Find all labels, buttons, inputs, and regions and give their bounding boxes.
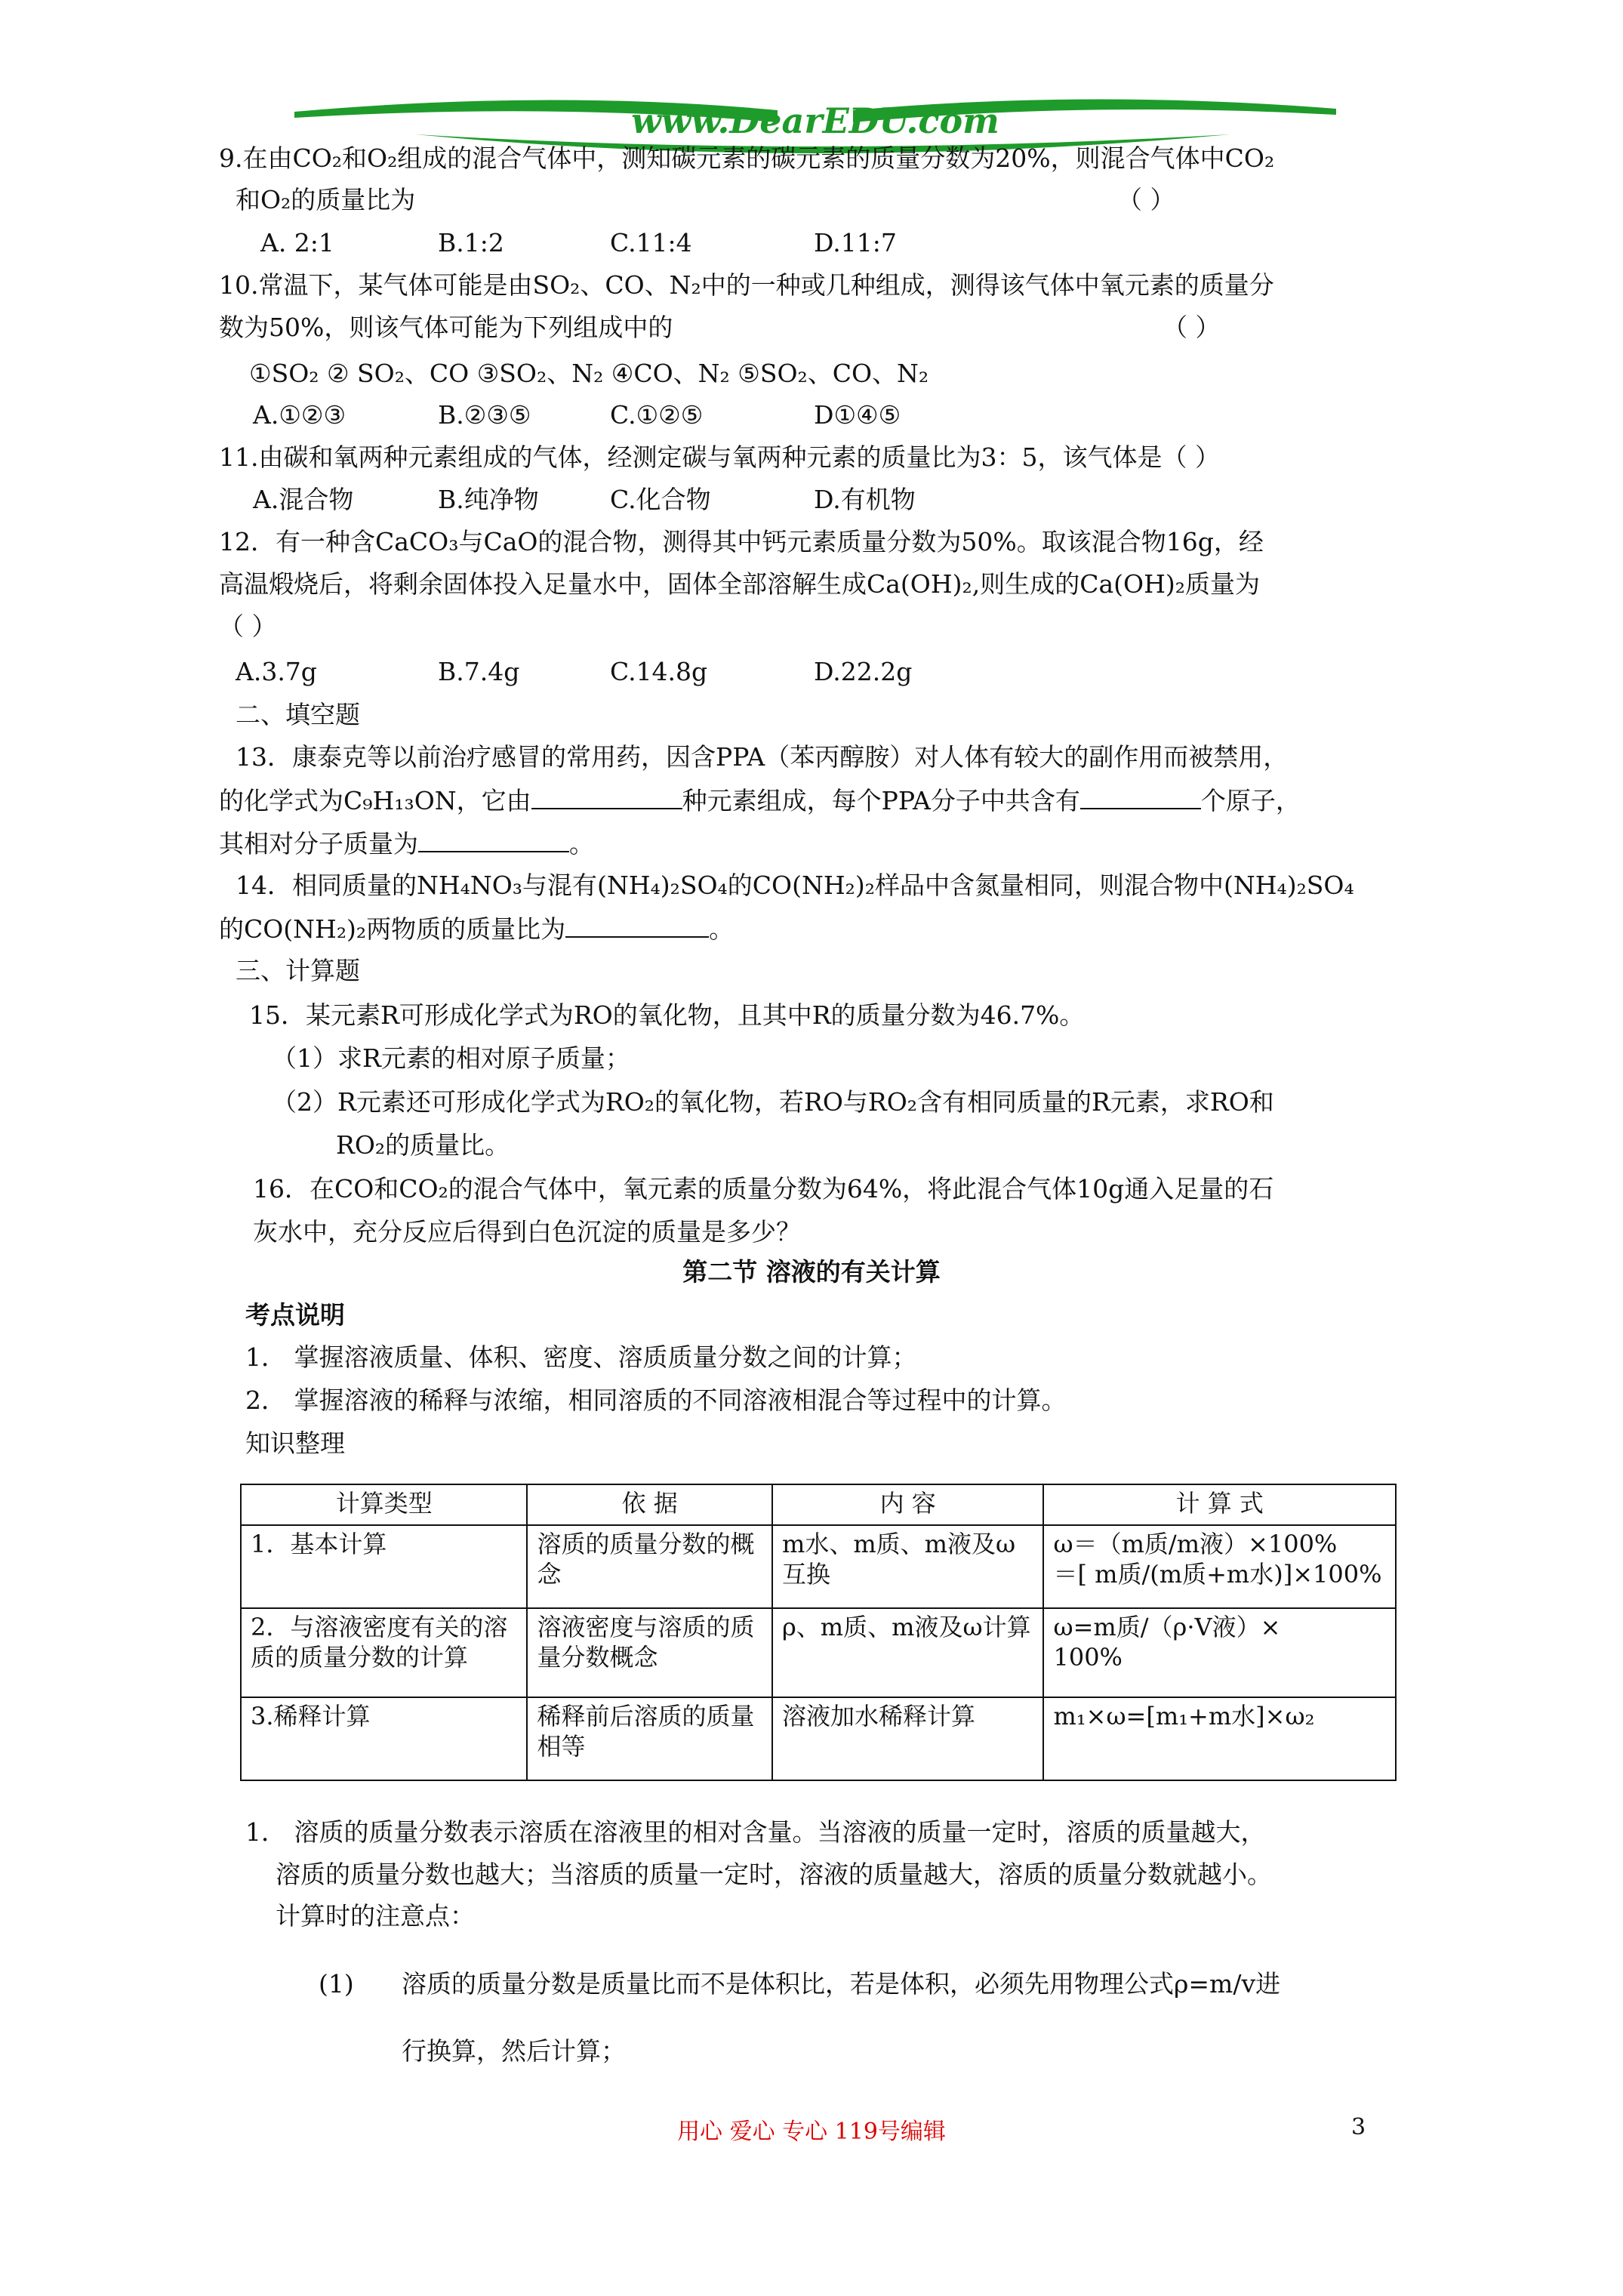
table-header-row xyxy=(241,1484,1396,1525)
q9-line1: 9.在由CO₂和O₂组成的混合气体中，测知碳元素的碳元素的质量分数为20%，则混合气体中CO₂ xyxy=(219,143,1275,173)
table-cell-content: ρ、m质、m液及ω计算 xyxy=(772,1608,1044,1697)
q10-combos: ①SO₂ ② SO₂、CO ③SO₂、N₂ ④CO、N₂ ⑤SO₂、CO、N₂ xyxy=(249,359,929,388)
note-para1: 1． 溶质的质量分数表示溶质在溶液里的相对含量。当溶液的质量一定时，溶质的质量越大， xyxy=(245,1817,1266,1847)
q10-option-a: A.①②③ xyxy=(253,400,346,430)
q9-option-a: A. 2:1 xyxy=(260,228,334,257)
zhishi-title: 知识整理 xyxy=(245,1428,345,1458)
note-para3: 计算时的注意点： xyxy=(276,1901,475,1931)
q14-line1: 14．相同质量的NH₄NO₃与混有(NH₄)₂SO₄的CO(NH₂)₂样品中含氮量相同，则混合物中(NH₄)₂SO₄ xyxy=(236,871,1354,900)
q15-sub1: （1）求R元素的相对原子质量； xyxy=(272,1043,630,1073)
table-cell-basis: 溶液密度与溶质的质量分数概念 xyxy=(527,1608,772,1697)
q14-line2-b: 。 xyxy=(709,914,735,944)
q12-option-d: D.22.2g xyxy=(814,657,913,686)
table-cell-formula-line2: 100% xyxy=(1053,1643,1123,1672)
q14-line2 xyxy=(219,914,734,945)
table-cell-content: m水、m质、m液及ω互换 xyxy=(772,1525,1044,1608)
q15-sub2: （2）R元素还可形成化学式为RO₂的氧化物，若RO与RO₂含有相同质量的R元素，求RO和 xyxy=(272,1087,1274,1117)
q13-blank-atoms[interactable] xyxy=(1080,785,1201,809)
page-number: 3 xyxy=(1351,2114,1366,2140)
chapter-title: 第二节 溶液的有关计算 xyxy=(682,1257,941,1287)
table-header-type: 计算类型 xyxy=(241,1484,527,1525)
table-header-formula: 计 算 式 xyxy=(1043,1484,1396,1525)
q9-answer-paren: （ ） xyxy=(1117,185,1175,214)
table-row xyxy=(241,1697,1396,1780)
q10-option-b: B.②③⑤ xyxy=(438,400,531,430)
table-cell-formula xyxy=(1043,1697,1396,1780)
q13-line3-a: 其相对分子质量为 xyxy=(219,829,418,858)
q13-line3-b: 。 xyxy=(569,829,594,858)
q13-line2-c: 个原子， xyxy=(1200,786,1301,815)
table-cell-formula-line1: ω=m质/（ρ·V液）× xyxy=(1053,1613,1281,1641)
section3-title: 三、计算题 xyxy=(236,956,360,985)
q13-blank-elements[interactable] xyxy=(531,785,682,809)
note1-label: (1) xyxy=(319,1969,354,1999)
section2-title: 二、填空题 xyxy=(236,700,360,729)
table-cell-formula xyxy=(1043,1525,1396,1608)
q9-option-b: B.1:2 xyxy=(438,228,504,257)
q14-line2-a: 的CO(NH₂)₂两物质的质量比为 xyxy=(219,914,566,944)
table-row xyxy=(241,1608,1396,1697)
table-cell-basis: 稀释前后溶质的质量相等 xyxy=(527,1697,772,1780)
q12-line1: 12．有一种含CaCO₃与CaO的混合物，测得其中钙元素质量分数为50%。取该混合物16g，经 xyxy=(219,527,1264,556)
q10-option-c: C.①②⑤ xyxy=(610,400,704,430)
q11-option-d: D.有机物 xyxy=(814,485,916,514)
note-para2: 溶质的质量分数也越大；当溶质的质量一定时，溶液的质量越大，溶质的质量分数就越小。 xyxy=(276,1860,1272,1889)
note1-line1: 溶质的质量分数是质量比而不是体积比，若是体积，必须先用物理公式ρ=m/v进 xyxy=(402,1969,1281,1999)
q13-line2-b: 种元素组成，每个PPA分子中共含有 xyxy=(682,786,1080,815)
table-header-content: 内 容 xyxy=(772,1484,1044,1525)
q11-option-a: A.混合物 xyxy=(253,485,354,514)
q9-option-c: C.11:4 xyxy=(610,228,692,257)
note1-line2: 行换算，然后计算； xyxy=(402,2036,626,2066)
site-banner-text: www.DearEDU.com xyxy=(631,100,999,141)
q13-line2 xyxy=(219,785,1301,816)
q12-line2: 高温煅烧后，将剩余固体投入足量水中，固体全部溶解生成Ca(OH)₂,则生成的Ca(OH)₂质量为 xyxy=(219,569,1260,599)
q10-line1: 10.常温下，某气体可能是由SO₂、CO、N₂中的一种或几种组成，测得该气体中氧元素的质量分 xyxy=(219,270,1274,300)
table-cell-type: 1．基本计算 xyxy=(241,1525,527,1608)
q13-line3 xyxy=(219,828,594,859)
q12-answer-paren: （ ） xyxy=(219,612,277,641)
table-cell-basis: 溶质的质量分数的概念 xyxy=(527,1525,772,1608)
q14-blank-ratio[interactable] xyxy=(565,914,709,938)
table-cell-formula-line1: ω＝（m质/m液）×100% xyxy=(1053,1530,1338,1558)
q13-line1: 13．康泰克等以前治疗感冒的常用药，因含PPA（苯丙醇胺）对人体有较大的副作用而被禁用， xyxy=(236,742,1289,772)
q13-line2-a: 的化学式为C₉H₁₃ON，它由 xyxy=(219,786,531,815)
q11-line1: 11.由碳和氧两种元素组成的气体，经测定碳与氧两种元素的质量比为3：5，该气体是（ ） xyxy=(219,442,1220,472)
q9-line2: 和O₂的质量比为 xyxy=(236,185,416,214)
q13-blank-mass[interactable] xyxy=(418,828,569,852)
q12-option-b: B.7.4g xyxy=(438,657,520,686)
table-cell-type: 2．与溶液密度有关的溶质的质量分数的计算 xyxy=(241,1608,527,1697)
table-row xyxy=(241,1525,1396,1608)
q15-sub3: RO₂的质量比。 xyxy=(336,1130,510,1160)
kaodian-point2: 2． 掌握溶液的稀释与浓缩，相同溶质的不同溶液相混合等过程中的计算。 xyxy=(245,1385,1067,1415)
table-cell-content: 溶液加水稀释计算 xyxy=(772,1697,1044,1780)
footer-text: 用心 爱心 专心 119号编辑 xyxy=(677,2119,946,2145)
table-header-basis: 依 据 xyxy=(527,1484,772,1525)
table-cell-type: 3.稀释计算 xyxy=(241,1697,527,1780)
calculation-table xyxy=(240,1484,1397,1781)
kaodian-point1: 1． 掌握溶液质量、体积、密度、溶质质量分数之间的计算； xyxy=(245,1342,917,1372)
q16-line2: 灰水中，充分反应后得到白色沉淀的质量是多少？ xyxy=(253,1217,801,1247)
q11-option-c: C.化合物 xyxy=(610,485,711,514)
table-cell-formula xyxy=(1043,1608,1396,1697)
q12-option-a: A.3.7g xyxy=(236,657,317,686)
table-cell-formula-line2: ＝[ m质/(m质+m水)]×100% xyxy=(1053,1560,1382,1589)
q10-line2: 数为50%，则该气体可能为下列组成中的 xyxy=(219,313,673,342)
q11-option-b: B.纯净物 xyxy=(438,485,539,514)
q15-line1: 15．某元素R可形成化学式为RO的氧化物，且其中R的质量分数为46.7%。 xyxy=(249,1000,1085,1030)
q12-option-c: C.14.8g xyxy=(610,657,708,686)
q16-line1: 16．在CO和CO₂的混合气体中，氧元素的质量分数为64%，将此混合气体10g通入足量的石 xyxy=(253,1174,1274,1203)
table-cell-formula-line1: m₁×ω=[m₁+m水]×ω₂ xyxy=(1053,1702,1315,1730)
q10-answer-paren: （ ） xyxy=(1163,313,1221,342)
q9-option-d: D.11:7 xyxy=(814,228,897,257)
kaodian-title: 考点说明 xyxy=(245,1300,345,1330)
q10-option-d: D①④⑤ xyxy=(814,400,901,430)
